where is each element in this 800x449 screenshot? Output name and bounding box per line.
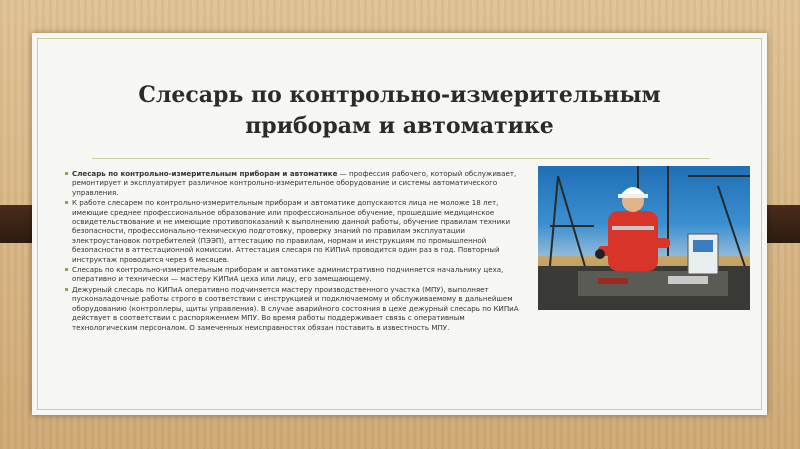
worker-photo <box>538 166 750 310</box>
title-line-2: приборам и автоматике <box>245 113 554 139</box>
paragraph-text: Дежурный слесарь по КИПиА оперативно подчиняется мастеру производственного участка (МПУ), выполняет пусконаладочные работы строго в соответствии с инструкцией и подключаемому и обслуживаемому в дальнейшем оборудованию (контроллеры, щиты управления). В случае аварийного состояния в цехе дежурный слесарь по КИПиА действует в соответствии с распоряжением МПУ. Во время работы поддерживает связь с оперативным технологическим персоналом. О замеченных неисправностях обязан поставить в известность МПУ. <box>72 284 519 332</box>
title-line-1: Слесарь по контрольно-измерительным <box>138 82 661 108</box>
paragraph-definition <box>65 169 520 197</box>
slide <box>32 33 767 415</box>
paragraph-lead: Слесарь по контрольно-измерительным приборам и автоматике <box>72 169 338 178</box>
paragraph-duty <box>65 285 520 332</box>
title-divider <box>92 158 710 159</box>
worker-photo-drawing <box>538 166 750 310</box>
paragraph-text: К работе слесарем по контрольно-измерительным приборам и автоматике допускаются лица не моложе 18 лет, имеющие среднее профессиональное образование или профессиональное обучение, прошедшие медицинское освидетельствование и не имеющие противопоказаний к выполнению данной работы, обучение правилам техники безопасности, профессионально-техническую подготовку, проверку знаний по правилам эксплуатации электроустановок потребителей (ПЭЭП), аттестацию по правилам, нормам и инструкциям по промышленной безопасности в аттестационной комиссии. Аттестация слесаря по КИПиА проводится один раз в год. Повторный инструктаж проводится через 6 месяцев. <box>72 198 511 264</box>
paragraph-requirements <box>65 198 520 264</box>
paragraph-subordination <box>65 265 520 284</box>
slide-body <box>65 169 520 333</box>
paragraph-text: — профессия рабочего, который обслуживает, ремонтирует и эксплуатирует различное контрольно-измерительное оборудование и системы автоматического управления. <box>72 169 517 197</box>
slide-title <box>32 80 767 142</box>
worker <box>595 187 670 271</box>
paragraph-text: Слесарь по контрольно-измерительным приборам и автоматике административно подчиняется начальнику цеха, оперативно и технически — мастеру КИПиА цеха или лицу, его замещающему. <box>72 265 504 284</box>
